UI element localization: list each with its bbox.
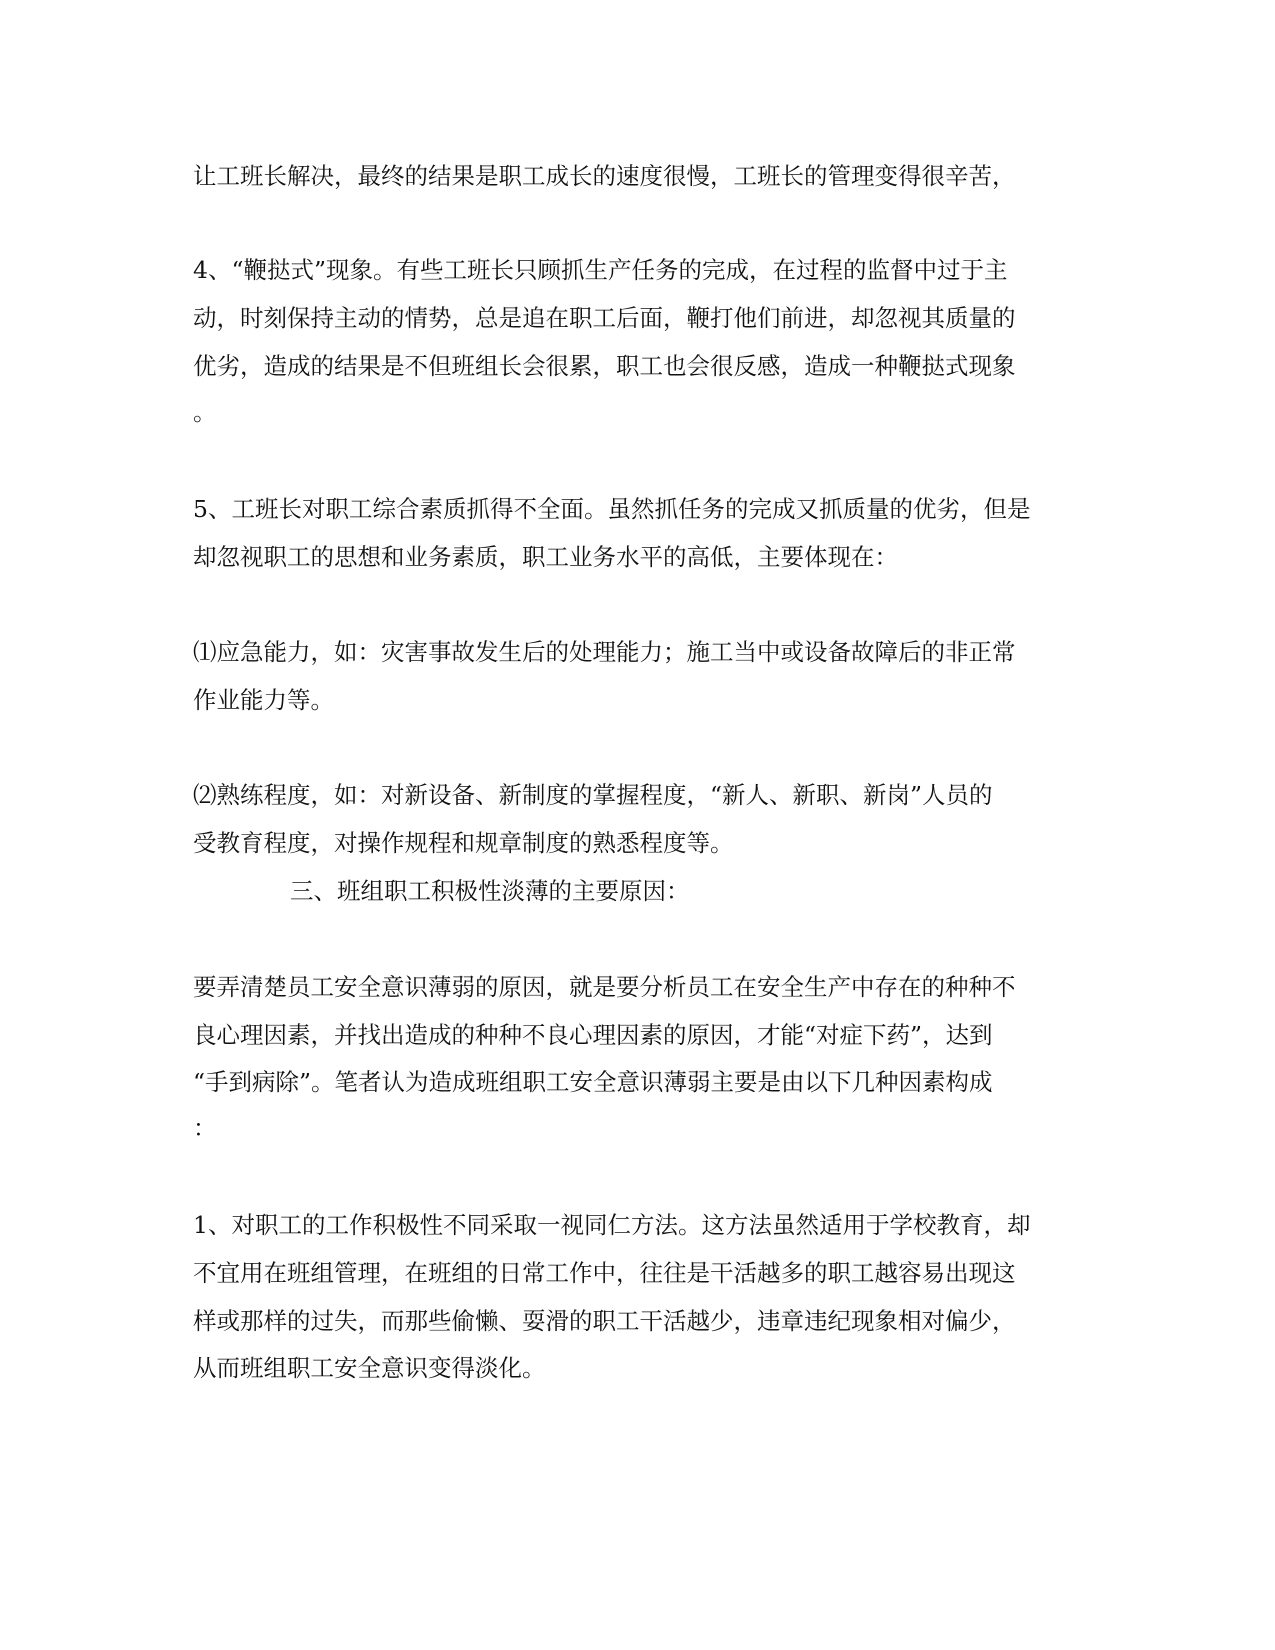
text-line: ： xyxy=(193,1114,217,1142)
section-heading: 三、班组职工积极性淡薄的主要原因： xyxy=(290,877,690,905)
text-line: 5、工班长对职工综合素质抓得不全面。虽然抓任务的完成又抓质量的优劣，但是 xyxy=(193,495,1031,523)
text-line: 要弄清楚员工安全意识薄弱的原因，就是要分析员工在安全生产中存在的种种不 xyxy=(193,973,1016,1001)
text-line: 样或那样的过失，而那些偷懒、耍滑的职工干活越少，违章违纪现象相对偏少， xyxy=(193,1307,1016,1335)
text-line: 动，时刻保持主动的情势，总是追在职工后面，鞭打他们前进，却忽视其质量的 xyxy=(193,304,1016,332)
text-line: 优劣，造成的结果是不但班组长会很累，职工也会很反感，造成一种鞭挞式现象 xyxy=(193,352,1016,380)
text-line: 4、“鞭挞式”现象。有些工班长只顾抓生产任务的完成，在过程的监督中过于主 xyxy=(193,256,1008,284)
text-line: 不宜用在班组管理，在班组的日常工作中，往往是干活越多的职工越容易出现这 xyxy=(193,1259,1016,1287)
text-line: 让工班长解决，最终的结果是职工成长的速度很慢，工班长的管理变得很辛苦， xyxy=(193,162,1016,190)
text-line: 从而班组职工安全意识变得淡化。 xyxy=(193,1354,546,1382)
text-line: 。 xyxy=(193,398,217,426)
text-line: “手到病除”。笔者认为造成班组职工安全意识薄弱主要是由以下几种因素构成 xyxy=(193,1068,993,1096)
text-line: 良心理因素，并找出造成的种种不良心理因素的原因，才能“对症下药”，达到 xyxy=(193,1021,993,1049)
text-line: ⑵熟练程度，如：对新设备、新制度的掌握程度，“新人、新职、新岗”人员的 xyxy=(193,781,993,809)
text-line: 受教育程度，对操作规程和规章制度的熟悉程度等。 xyxy=(193,829,734,857)
text-line: 1、对职工的工作积极性不同采取一视同仁方法。这方法虽然适用于学校教育，却 xyxy=(193,1211,1031,1239)
text-line: 作业能力等。 xyxy=(193,686,334,714)
text-line: 却忽视职工的思想和业务素质，职工业务水平的高低，主要体现在： xyxy=(193,543,898,571)
text-line: ⑴应急能力，如：灾害事故发生后的处理能力；施工当中或设备故障后的非正常 xyxy=(193,638,1016,666)
